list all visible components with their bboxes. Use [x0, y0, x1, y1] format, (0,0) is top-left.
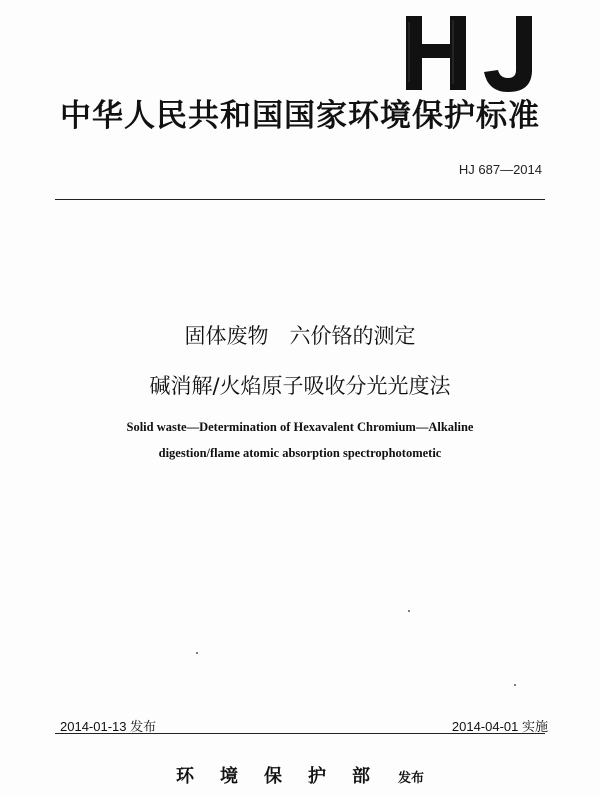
issue-date: 2014-01-13 发布 [60, 719, 157, 734]
english-title-line-2: digestion/flame atomic absorption spectrophotometic [158, 446, 442, 460]
publisher-line [0, 762, 600, 788]
effective-date: 2014-04-01 实施 [451, 719, 548, 734]
scan-speck [514, 684, 516, 686]
top-divider [55, 199, 545, 200]
scan-speck [408, 610, 410, 612]
hj-logo [398, 10, 548, 98]
publisher-suffix: 发布 [397, 771, 424, 786]
scan-speck [196, 652, 198, 654]
english-title-line-1: Solid waste—Determination of Hexavalent Chromium—Alkaline [126, 420, 474, 434]
issuing-authority-title: 中华人民共和国国家环境保护标准 [60, 98, 540, 134]
standard-number: HJ 687—2014 [458, 162, 542, 177]
hj-logo-icon [398, 10, 548, 98]
chinese-title-line-1: 固体废物 六价铬的测定 [184, 324, 416, 348]
bottom-divider [55, 733, 545, 734]
chinese-title-line-2: 碱消解/火焰原子吸收分光光度法 [149, 374, 451, 398]
publisher-name: 环境保护部 [175, 766, 396, 787]
